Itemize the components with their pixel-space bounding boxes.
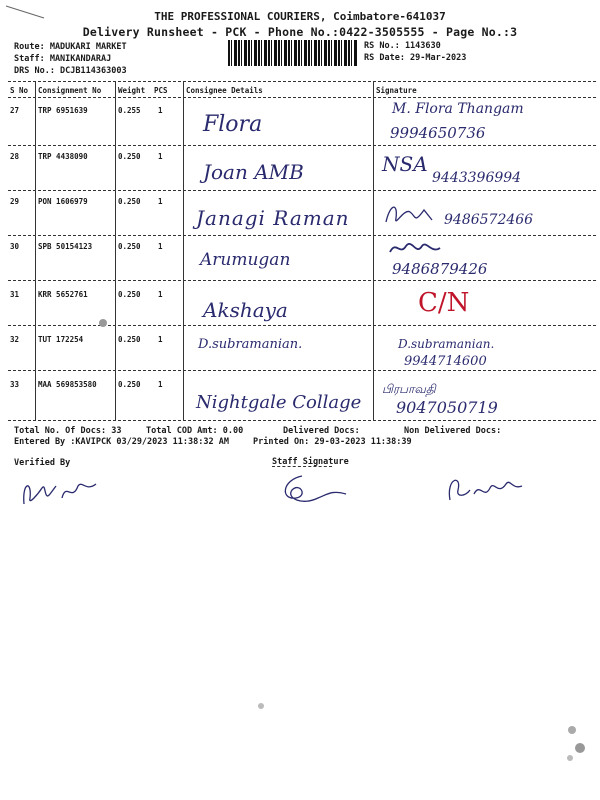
receiver-phone: 9443396994: [432, 170, 522, 186]
row-pcs: 1: [158, 290, 163, 299]
verified-by-label: Verified By: [14, 458, 71, 468]
col-header-pcs: PCS: [154, 86, 168, 95]
scan-speck: [255, 700, 267, 712]
entered-by: Entered By :KAVIPCK 03/29/2023 11:38:32 AM: [14, 437, 229, 447]
row-consignment: PON 1606979: [38, 197, 88, 206]
consignee-handwriting: Arumugan: [200, 250, 291, 270]
row-pcs: 1: [158, 335, 163, 344]
row-sno: 29: [10, 197, 20, 206]
row-consignment: KRR 5652761: [38, 290, 88, 299]
staff-signature-rule: [272, 466, 332, 467]
receiver-signature: D.subramanian.: [398, 337, 495, 351]
runsheet-title: Delivery Runsheet - PCK - Phone No.:0422-3505555 - Page No.:3: [82, 25, 518, 39]
receiver-signature: M. Flora Thangam: [392, 101, 524, 117]
row-pcs: 1: [158, 197, 163, 206]
consignee-handwriting: Nightgale Collage: [196, 392, 362, 413]
row-divider: [8, 280, 596, 281]
rs-date: RS Date: 29-Mar-2023: [364, 53, 467, 63]
column-divider: [35, 81, 36, 420]
col-header-consignment: Consignment No: [38, 86, 102, 95]
row-divider: [8, 190, 596, 191]
receiver-signature: C/N: [418, 288, 470, 318]
row-weight: 0.250: [118, 335, 141, 344]
col-header-weight: Weight: [118, 86, 146, 95]
row-weight: 0.250: [118, 242, 141, 251]
row-pcs: 1: [158, 106, 163, 115]
row-consignment: SPB 50154123: [38, 242, 93, 251]
row-sno: 28: [10, 152, 20, 161]
row-pcs: 1: [158, 152, 163, 161]
row-weight: 0.250: [118, 380, 141, 389]
row-consignment: TUT 172254: [38, 335, 84, 344]
row-sno: 27: [10, 106, 20, 115]
row-divider: [8, 145, 596, 146]
row-sno: 33: [10, 380, 20, 389]
row-sno: 30: [10, 242, 20, 251]
row-divider: [8, 235, 596, 236]
signature-scribble: [380, 198, 440, 232]
barcode: [228, 40, 358, 66]
receiver-phone: 9944714600: [404, 354, 487, 369]
col-header-consignee: Consignee Details: [186, 86, 263, 95]
receiver-phone: 9486572466: [444, 212, 534, 228]
total-docs: Total No. Of Docs: 33: [14, 426, 122, 436]
row-weight: 0.250: [118, 152, 141, 161]
receiver-signature: NSA: [382, 152, 428, 176]
total-cod: Total COD Amt: 0.00: [146, 426, 244, 436]
receiver-phone: 9047050719: [396, 398, 498, 417]
receiver-phone: 9994650736: [390, 124, 486, 142]
column-divider: [373, 81, 374, 420]
scan-speck: [96, 314, 110, 332]
verifier-signature: [16, 472, 106, 512]
col-header-signature: Signature: [376, 86, 417, 95]
row-divider: [8, 370, 596, 371]
consignee-handwriting: D.subramanian.: [198, 337, 303, 352]
table-bottom-rule: [8, 420, 596, 421]
third-signature: [440, 470, 530, 510]
rs-number: RS No.: 1143630: [364, 41, 441, 51]
scan-speck: [560, 718, 590, 768]
column-divider: [115, 81, 116, 420]
row-pcs: 1: [158, 242, 163, 251]
consignee-handwriting: Akshaya: [203, 298, 288, 322]
row-consignment: TRP 4438090: [38, 152, 88, 161]
row-weight: 0.250: [118, 290, 141, 299]
route-label: Route: MADUKARI MARKET: [14, 42, 127, 52]
row-weight: 0.250: [118, 197, 141, 206]
consignee-handwriting: Joan AMB: [203, 160, 304, 184]
row-sno: 32: [10, 335, 20, 344]
staff-signature-label: Staff Signature: [272, 457, 349, 467]
col-header-sno: S No: [10, 86, 29, 95]
receiver-phone: 9486879426: [392, 260, 488, 278]
receiver-signature: பிரபாவதி: [382, 382, 436, 396]
row-consignment: MAA 569853580: [38, 380, 97, 389]
staff-label: Staff: MANIKANDARAJ: [14, 54, 112, 64]
delivered-docs: Delivered Docs:: [283, 426, 360, 436]
company-title: THE PROFESSIONAL COURIERS, Coimbatore-641037: [154, 10, 446, 23]
signature-scribble: [386, 238, 446, 260]
row-consignment: TRP 6951639: [38, 106, 88, 115]
row-pcs: 1: [158, 380, 163, 389]
printed-on: Printed On: 29-03-2023 11:38:39: [253, 437, 412, 447]
consignee-handwriting: Janagi Raman: [196, 206, 350, 230]
row-sno: 31: [10, 290, 20, 299]
table-top-rule: [8, 81, 596, 82]
header-bottom-rule: [8, 97, 596, 98]
non-delivered-docs: Non Delivered Docs:: [404, 426, 502, 436]
column-divider: [183, 81, 184, 420]
staff-signature: [272, 470, 362, 510]
drs-number: DRS No.: DCJB114363003: [14, 66, 127, 76]
row-weight: 0.255: [118, 106, 141, 115]
consignee-handwriting: Flora: [203, 112, 263, 137]
